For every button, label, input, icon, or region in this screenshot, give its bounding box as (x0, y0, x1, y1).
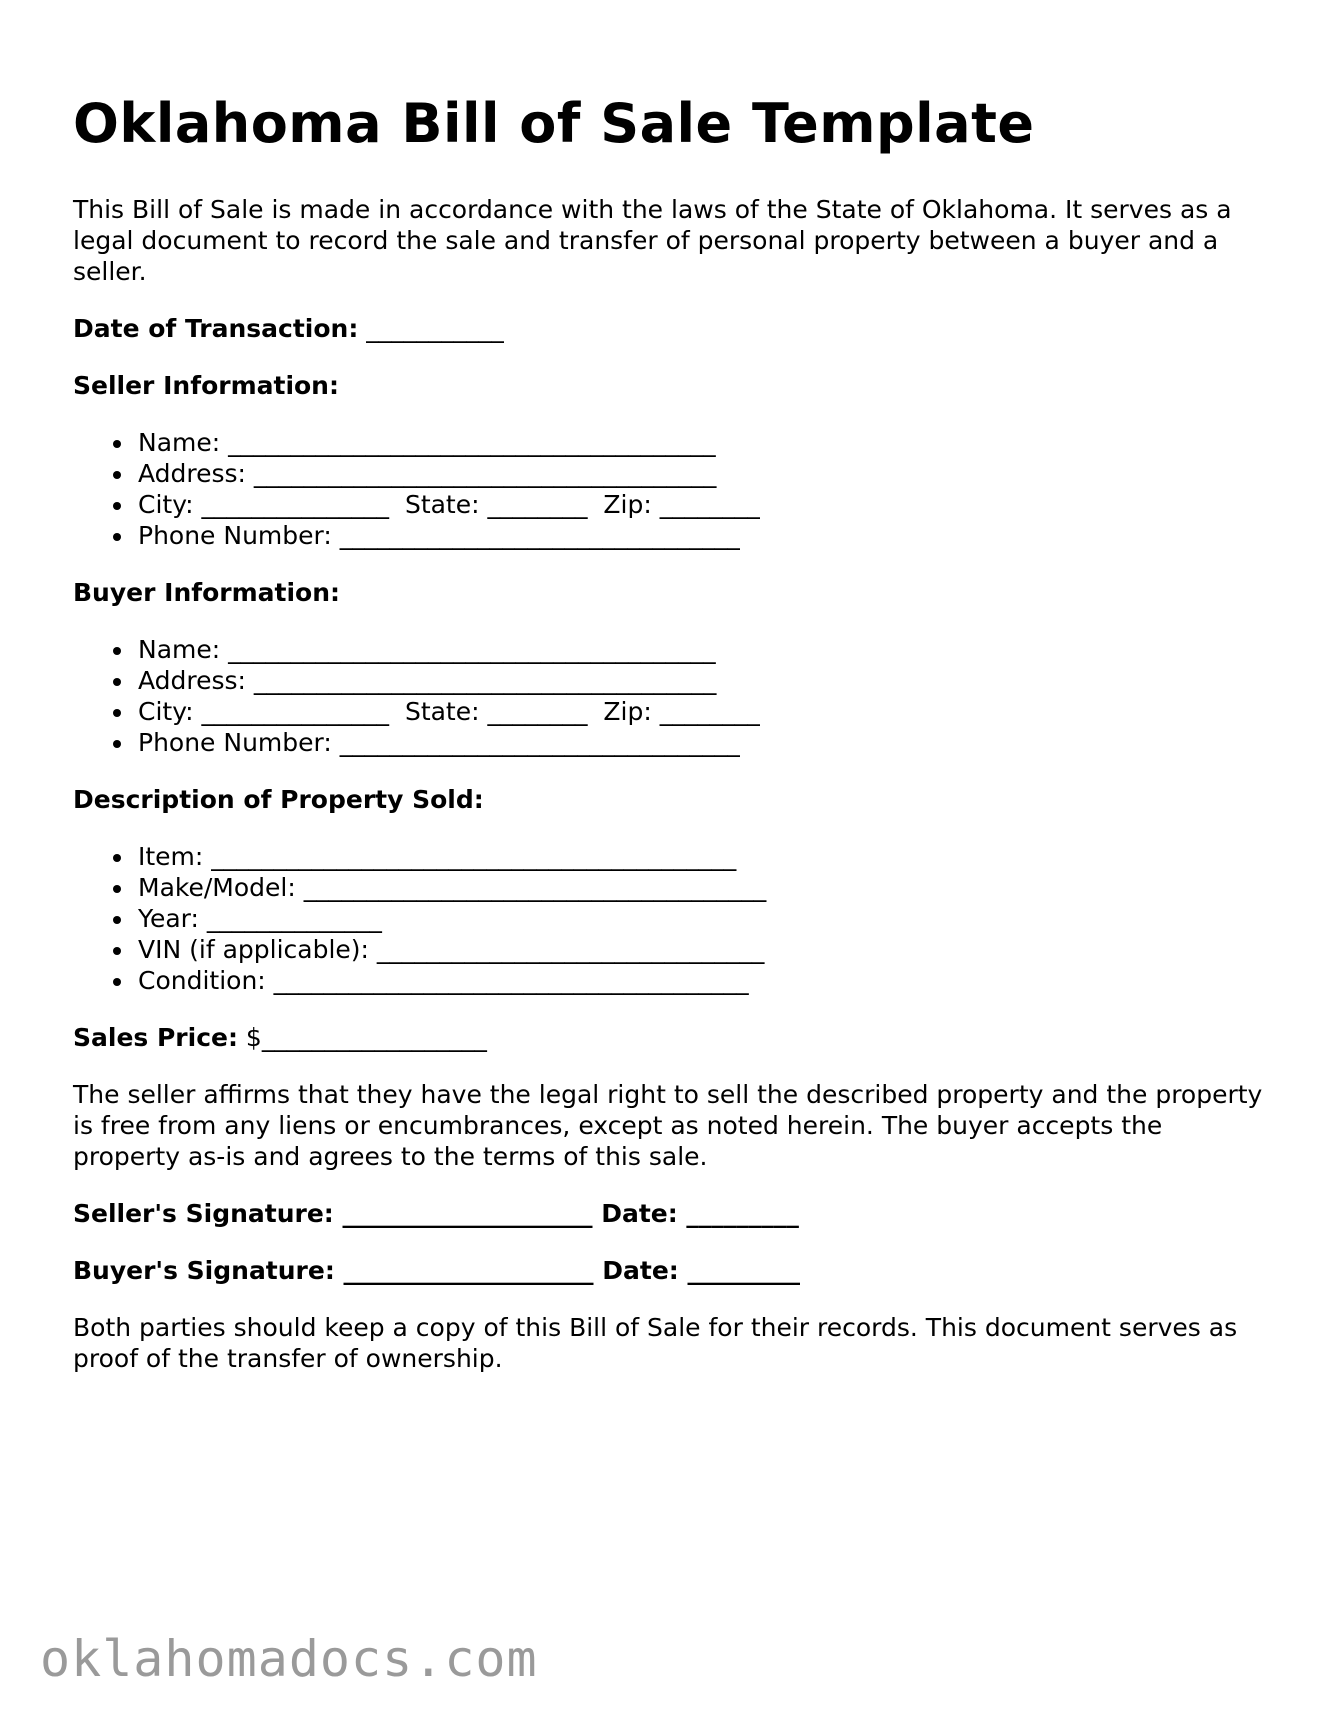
property-make-model-field: Make/Model: _____________________________________ (138, 872, 1263, 903)
sales-price-field (73, 1022, 1263, 1053)
property-description-list (73, 841, 1263, 996)
document-title: Oklahoma Bill of Sale Template (73, 92, 1035, 155)
property-condition-field: Condition: ______________________________________ (138, 965, 1263, 996)
intro-paragraph: This Bill of Sale is made in accordance with the laws of the State of Oklahoma. It serves as a legal document to record the sale and transfer of personal property between a buyer and a seller. (73, 195, 1232, 286)
watermark-text: oklahomadocs.com (40, 1630, 538, 1688)
seller-info-list (73, 427, 1263, 551)
buyer-info-heading: Buyer Information: (73, 578, 341, 607)
buyer-name-field: Name: _______________________________________ (138, 634, 1263, 665)
seller-signature-line: Seller's Signature: ____________________ Date: _________ (73, 1199, 799, 1228)
seller-address-field: Address: _____________________________________ (138, 458, 1263, 489)
property-item-field: Item: __________________________________________ (138, 841, 1263, 872)
property-vin-field: VIN (if applicable): _______________________________ (138, 934, 1263, 965)
buyer-info-list (73, 634, 1263, 758)
property-description-heading: Description of Property Sold: (73, 785, 484, 814)
seller-info-heading: Seller Information: (73, 371, 339, 400)
seller-name-field: Name: _______________________________________ (138, 427, 1263, 458)
affirmation-paragraph: The seller affirms that they have the legal right to sell the described property and the property is free from any liens or encumbrances, except as noted herein. The buyer accepts the property as-is and agrees to the terms of this sale. (73, 1080, 1263, 1171)
date-of-transaction-field (73, 313, 1263, 344)
date-of-transaction-blank: ___________ (358, 314, 504, 343)
buyer-signature-line: Buyer's Signature: ____________________ Date: _________ (73, 1256, 800, 1285)
seller-city-state-zip-field: City: _______________ State: ________ Zip: ________ (138, 489, 1263, 520)
buyer-address-field: Address: _____________________________________ (138, 665, 1263, 696)
buyer-phone-field: Phone Number: ________________________________ (138, 727, 1263, 758)
document-page (73, 92, 1263, 1400)
sales-price-label: Sales Price: (73, 1023, 238, 1052)
closing-paragraph: Both parties should keep a copy of this Bill of Sale for their records. This document serves as proof of the transfer of ownership. (73, 1313, 1238, 1373)
seller-phone-field: Phone Number: ________________________________ (138, 520, 1263, 551)
date-of-transaction-label: Date of Transaction: (73, 314, 359, 343)
buyer-city-state-zip-field: City: _______________ State: ________ Zip: ________ (138, 696, 1263, 727)
property-year-field: Year: ______________ (138, 903, 1263, 934)
sales-price-blank: $__________________ (237, 1023, 487, 1052)
